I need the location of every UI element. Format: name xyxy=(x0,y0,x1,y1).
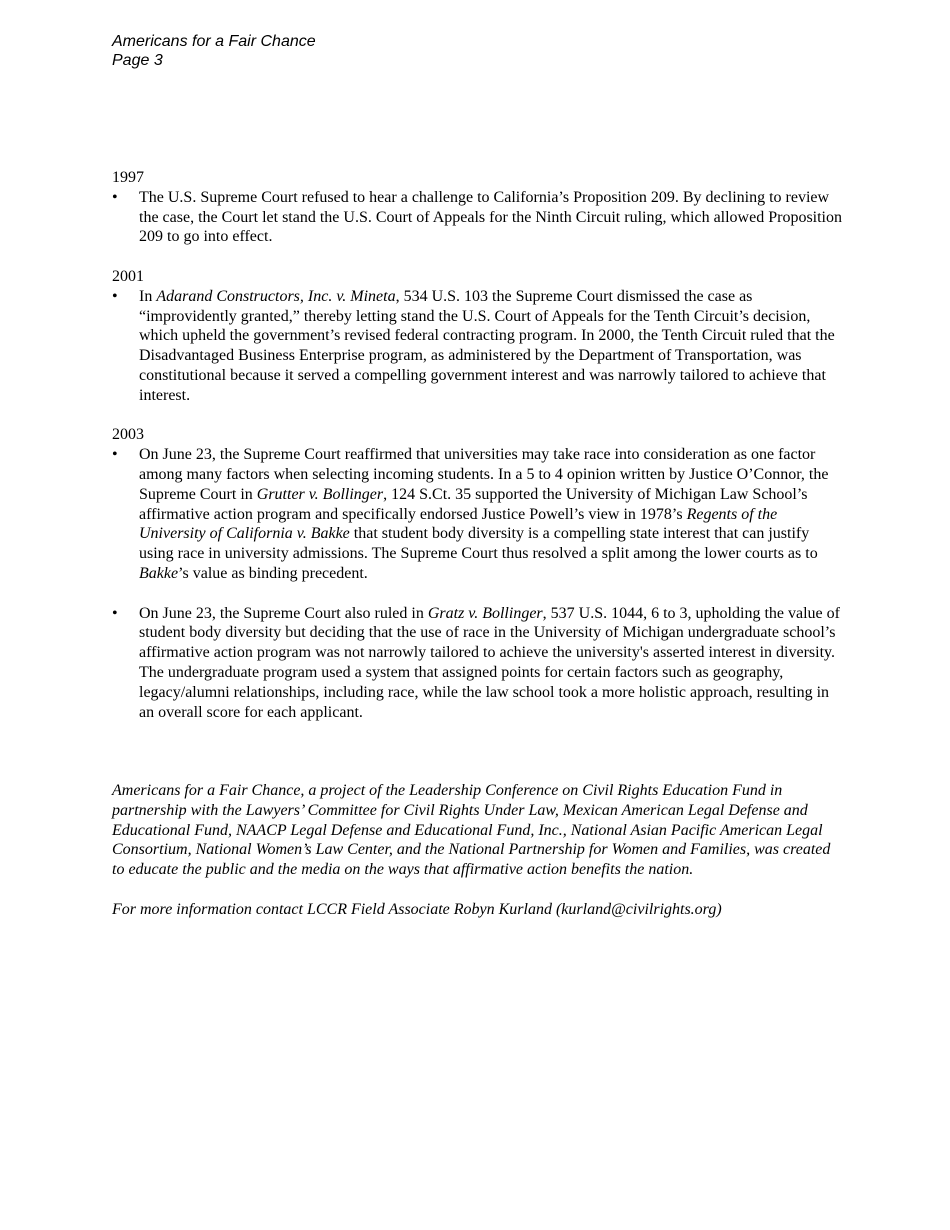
bullet-icon: • xyxy=(112,604,118,622)
case-name: Gratz v. Bollinger xyxy=(427,604,543,622)
list-item-text-part: ’s value as binding precedent. xyxy=(178,564,368,582)
list-item xyxy=(112,287,842,406)
bullet-icon: • xyxy=(112,446,118,464)
list-item-text-part: On June 23, the Supreme Court reaffirmed that universities may take race into consideration as one factor among many factors when selecting incoming students. In a 5 to 4 opinion written by Justice O’Connor, the Supreme Court in xyxy=(139,446,829,503)
header-title: Americans for a Fair Chance xyxy=(112,33,316,50)
contact-line: For more information contact LCCR Field Associate Robyn Kurland (kurland@civilrights.org) xyxy=(112,900,722,918)
document-body xyxy=(112,168,842,722)
case-name: Adarand Constructors, Inc. v. Mineta xyxy=(156,287,396,305)
section-1997 xyxy=(112,168,842,247)
section-year: 2001 xyxy=(112,267,144,285)
list-item xyxy=(112,188,842,247)
running-header xyxy=(112,33,316,70)
list-item-text-pre: In xyxy=(139,287,157,305)
section-2003 xyxy=(112,425,842,722)
list-item-text-pre: On June 23, the Supreme Court also ruled in xyxy=(139,604,428,622)
list-item-text-part: that student body diversity is a compelling state interest that can justify using race in university admissions. The Supreme Court thus resolved a split among the lower courts as to xyxy=(139,525,818,563)
case-name: Regents of the University of California v. Bakke xyxy=(139,505,778,543)
section-2001 xyxy=(112,267,842,406)
case-name: Grutter v. Bollinger xyxy=(256,485,384,503)
bullet-icon: • xyxy=(112,188,118,206)
list-item-text-part: , 124 S.Ct. 35 supported the University of Michigan Law School’s affirmative action program and specifically endorsed Justice Powell’s view in 1978’s xyxy=(139,485,808,523)
bullet-icon: • xyxy=(112,287,118,305)
list-item-text-post: , 537 U.S. 1044, 6 to 3, upholding the value of student body diversity but deciding that the use of race in the University of Michigan undergraduate school’s affirmative action program was not narrowly tailored to achieve the university's asserted interest in diversity. The undergraduate program used a system that assigned points for certain factors such as geography, legacy/alumni relationships, including race, while the law school took a more holistic approach, resulting in an overall score for each applicant. xyxy=(139,604,840,721)
list-item-text: The U.S. Supreme Court refused to hear a challenge to California’s Proposition 209. By declining to review the case, the Court let stand the U.S. Court of Appeals for the Ninth Circuit ruling, which allowed Proposition 209 to go into effect. xyxy=(139,188,842,246)
document-footer xyxy=(112,781,842,920)
list-item xyxy=(112,604,842,723)
case-name: Bakke xyxy=(139,564,179,582)
section-year: 2003 xyxy=(112,426,144,444)
section-year: 1997 xyxy=(112,169,144,186)
list-item-text-post: , 534 U.S. 103 the Supreme Court dismissed the case as “improvidently granted,” thereby letting stand the U.S. Court of Appeals for the Tenth Circuit’s decision, which upheld the government’s revised federal contracting program. In 2000, the Tenth Circuit ruled that the Disadvantaged Business Enterprise program, as administered by the Department of Transportation, was constitutional because it served a compelling government interest and was narrowly tailored to achieve that interest. xyxy=(139,287,835,404)
about-paragraph: Americans for a Fair Chance, a project of the Leadership Conference on Civil Rights Education Fund in partnership with the Lawyers’ Committee for Civil Rights Under Law, Mexican American Legal Defense and Educational Fund, NAACP Legal Defense and Educational Fund, Inc., National Asian Pacific American Legal Consortium, National Women’s Law Center, and the National Partnership for Women and Families, was created to educate the public and the media on the ways that affirmative action benefits the nation. xyxy=(112,782,831,879)
list-item xyxy=(112,445,842,584)
header-page-number: Page 3 xyxy=(112,51,163,69)
